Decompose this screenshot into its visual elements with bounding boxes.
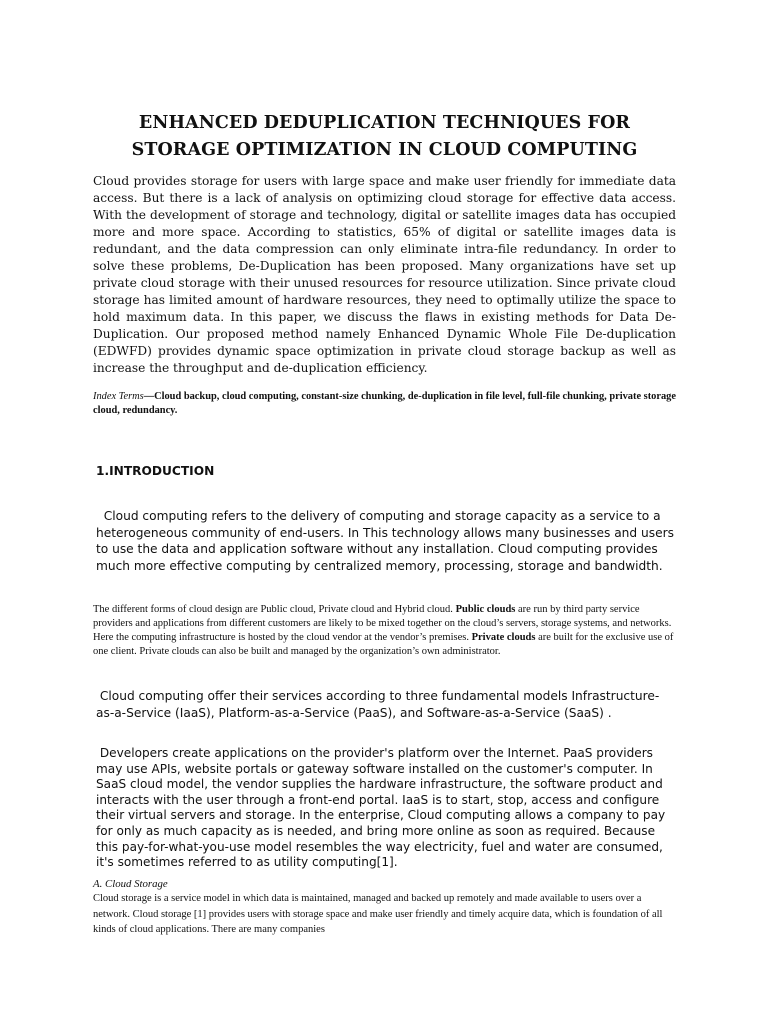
service-models-paragraph [96,688,676,721]
index-terms-label: Index Terms [93,391,144,402]
index-terms [93,390,676,418]
intro-text: Cloud computing refers to the delivery of computing and storage capacity as a service to a heterogeneous community of end-users. In This technology allows many businesses and users to use the data and application software without any installation. Cloud computing provides much more effective computing by centralized memory, processing, storage and bandwidth. [96,509,674,573]
intro-paragraph [96,508,676,574]
section-heading-introduction: 1.INTRODUCTION [96,464,215,478]
abstract: Cloud provides storage for users with large space and make user friendly for immediate data access. But there is a lack of analysis on optimizing cloud storage for effective data access. With the development of storage and technology, digital or satellite images data has occupied more and more space. According to statistics, 65% of digital or satellite images data is redundant, and the data compression can only eliminate intra-file redundancy. In order to solve these problems, De-Duplication has been proposed. Many organizations have set up private cloud storage with their unused resources for resource utilization. Since private cloud storage has limited amount of hardware resources, they need to optimally utilize the space to hold maximum data. In this paper, we discuss the flaws in existing methods for Data De-Duplication. Our proposed method namely Enhanced Dynamic Whole File De-duplication (EDWFD) provides dynamic space optimization in private cloud storage backup as well as increase the throughput and de-duplication efficiency. [93,174,676,375]
title-line-1: ENHANCED DEDUPLICATION TECHNIQUES FOR [138,113,631,133]
public-clouds-term: Public clouds [455,604,516,615]
private-clouds-term: Private clouds [471,632,536,644]
cloud-storage-paragraph: Cloud storage is a service model in which data is maintained, managed and backed up remotely and made available to users over a network. Cloud storage [1] provides users with storage space and make user friendly and timely acquire data, which is foundation of all kinds of cloud applications. There are many companies [93,893,663,936]
models-text: Cloud computing offer their services according to three fundamental models Infrastructure-as-a-Service (IaaS), Platform-as-a-Service (PaaS), and Software-as-a-Service (SaaS) . [96,689,660,720]
subsection-heading-cloud-storage: A. Cloud Storage [93,878,168,890]
forms-text-3: are built for the exclusive use of one client. Private clouds can also be built and managed by the organization’s own administrator. [93,632,674,658]
forms-text-2: are run by third party service providers and applications from different customers are likely to be mixed together on the cloud’s servers, storage systems, and networks. Here the computing infrastructure is hosted by the cloud vendor at the vendor’s premises. [93,604,672,644]
index-terms-dash: — [143,391,155,402]
index-terms-list: Cloud backup, cloud computing, constant-size chunking, de-duplication in file level, full-file chunking, private storage cloud, redundancy. [93,391,676,416]
developers-paragraph [96,746,676,871]
cloud-forms-paragraph [93,603,679,659]
paper-title [93,110,676,164]
title-line-2: STORAGE OPTIMIZATION IN CLOUD COMPUTING [131,140,638,160]
developers-text: Developers create applications on the provider's platform over the Internet. PaaS providers may use APIs, website portals or gateway software installed on the customer's computer. In SaaS cloud model, the vendor supplies the hardware infrastructure, the software product and interacts with the user through a front-end portal. IaaS is to start, stop, access and configure their virtual servers and storage. In the enterprise, Cloud computing allows a company to pay for only as much capacity as is needed, and bring more online as soon as required. Because this pay-for-what-you-use model resembles the way electricity, fuel and water are consumed, it's sometimes referred to as utility computing[1]. [96,746,666,870]
forms-text-1: The different forms of cloud design are Public cloud, Private cloud and Hybrid cloud. [93,604,456,615]
